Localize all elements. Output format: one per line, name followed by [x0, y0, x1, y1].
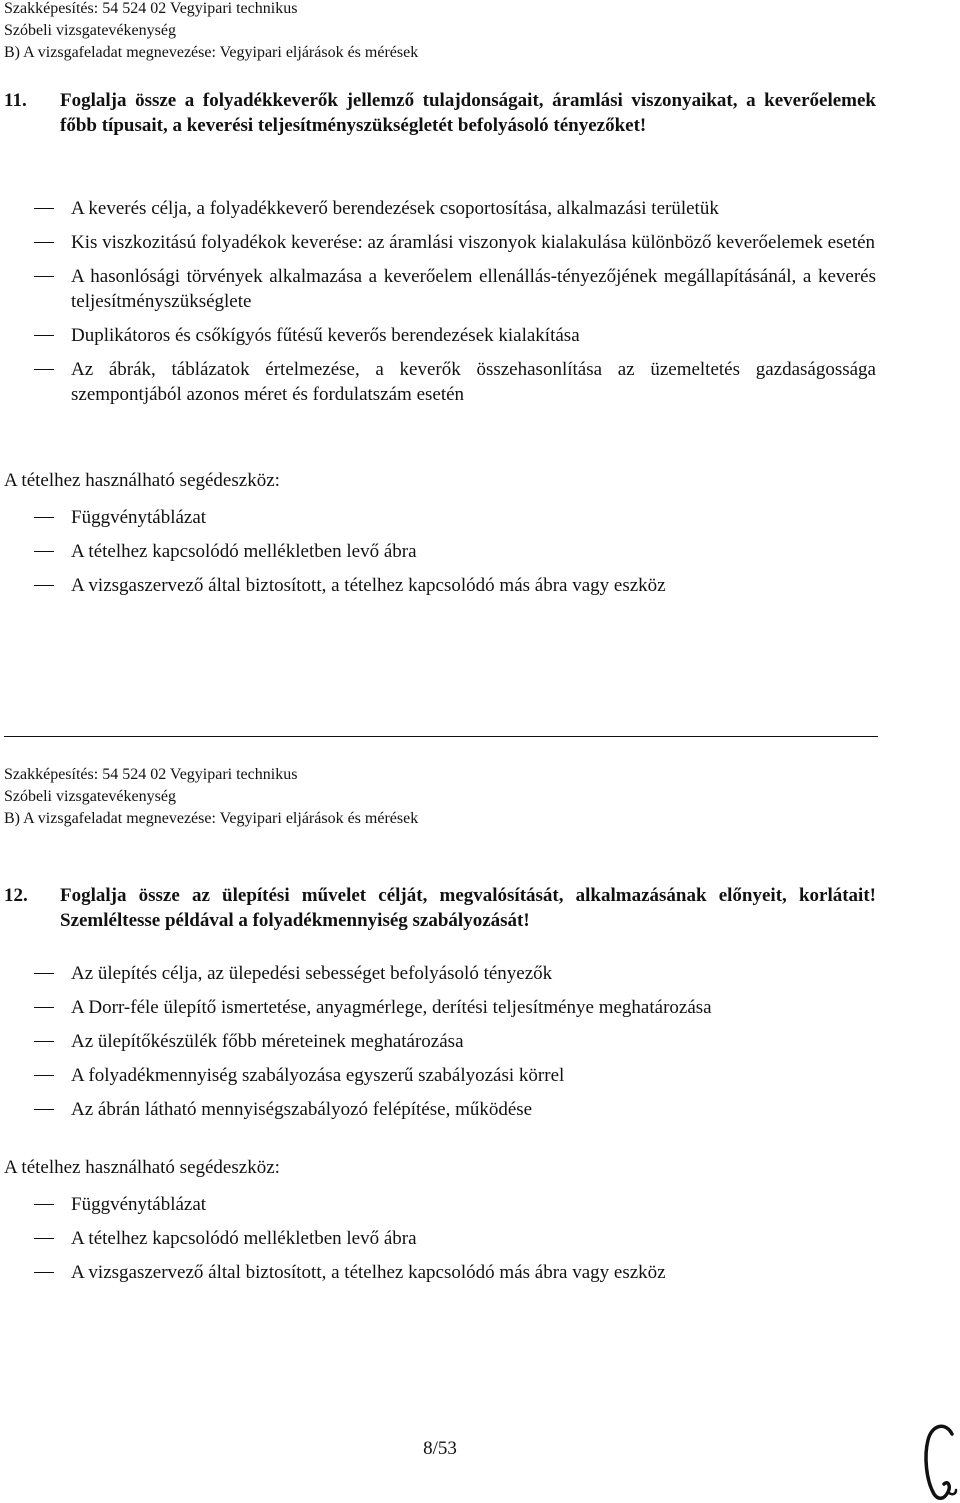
page-number: 8/53: [423, 1438, 457, 1459]
page-divider: [4, 736, 878, 737]
list-item: Az ábrák, táblázatok értelmezése, a keverők összehasonlítása az üzemeltetés gazdaságossága szempontjából azonos méret és fordulatszám esetén: [34, 357, 876, 407]
list-item: Az ülepítés célja, az ülepedési sebességet befolyásoló tényezők: [34, 961, 876, 986]
question-text: Foglalja össze a folyadékkeverők jellemző tulajdonságait, áramlási viszonyaikat, a keverőelemek főbb típusait, a keverési teljesítményszükségletét befolyásoló tényezőket!: [60, 90, 876, 136]
header-qualification: Szakképesítés: 54 524 02 Vegyipari technikus: [4, 766, 298, 783]
list-item: Az ülepítőkészülék főbb méreteinek meghatározása: [34, 1029, 876, 1054]
dash-bullet-icon: [34, 973, 54, 974]
page-header-bottom: [4, 764, 418, 830]
list-item: A tételhez kapcsolódó mellékletben levő ábra: [34, 1226, 876, 1251]
curl-logo-icon: [918, 1420, 958, 1502]
list-item: Függvénytáblázat: [34, 505, 876, 530]
list-item: A hasonlósági törvények alkalmazása a keverőelem ellenállás-tényezőjének megállapításánál, a keverés teljesítményszükséglete: [34, 264, 876, 314]
question-12-topics: [34, 961, 876, 1131]
question-11-topics: [34, 196, 876, 416]
list-item: Duplikátoros és csőkígyós fűtésű keverős berendezések kialakítása: [34, 323, 876, 348]
question-number: 12.: [4, 885, 28, 906]
question-number: 11.: [4, 90, 27, 111]
list-item: A tételhez kapcsolódó mellékletben levő ábra: [34, 539, 876, 564]
list-item: A vizsgaszervező által biztosított, a tételhez kapcsolódó más ábra vagy eszköz: [34, 573, 876, 598]
tools-label: A tételhez használható segédeszköz:: [4, 1157, 280, 1178]
dash-bullet-icon: [34, 1204, 54, 1205]
list-item: Függvénytáblázat: [34, 1192, 876, 1217]
dash-bullet-icon: [34, 1075, 54, 1076]
question-12: [4, 883, 876, 933]
header-activity: Szóbeli vizsgatevékenység: [4, 788, 176, 805]
dash-bullet-icon: [34, 1272, 54, 1273]
dash-bullet-icon: [34, 335, 54, 336]
list-item: Az ábrán látható mennyiségszabályozó felépítése, működése: [34, 1097, 876, 1122]
header-task-name: B) A vizsgafeladat megnevezése: Vegyipari eljárások és mérések: [4, 44, 419, 61]
tools-label: A tételhez használható segédeszköz:: [4, 470, 280, 491]
question-11-tools: [34, 505, 876, 607]
header-task-name: B) A vizsgafeladat megnevezése: Vegyipari eljárások és mérések: [4, 810, 419, 827]
list-item: A keverés célja, a folyadékkeverő berendezések csoportosítása, alkalmazási területük: [34, 196, 876, 221]
question-11: [4, 88, 876, 138]
question-12-tools: [34, 1192, 876, 1294]
page-header-top: [4, 0, 418, 64]
dash-bullet-icon: [34, 242, 54, 243]
list-item: Kis viszkozitású folyadékok keverése: az áramlási viszonyok kialakulása különböző keverőelemek esetén: [34, 230, 876, 255]
dash-bullet-icon: [34, 1007, 54, 1008]
list-item: A vizsgaszervező által biztosított, a tételhez kapcsolódó más ábra vagy eszköz: [34, 1260, 876, 1285]
question-text: Foglalja össze az ülepítési művelet célját, megvalósítását, alkalmazásának előnyeit, korlátait! Szemléltesse példával a folyadékmennyiség szabályozását!: [60, 885, 876, 931]
dash-bullet-icon: [34, 1238, 54, 1239]
header-qualification: Szakképesítés: 54 524 02 Vegyipari technikus: [4, 0, 298, 17]
dash-bullet-icon: [34, 1109, 54, 1110]
dash-bullet-icon: [34, 276, 54, 277]
dash-bullet-icon: [34, 208, 54, 209]
dash-bullet-icon: [34, 551, 54, 552]
header-activity: Szóbeli vizsgatevékenység: [4, 22, 176, 39]
list-item: A Dorr-féle ülepítő ismertetése, anyagmérlege, derítési teljesítménye meghatározása: [34, 995, 876, 1020]
dash-bullet-icon: [34, 585, 54, 586]
dash-bullet-icon: [34, 517, 54, 518]
dash-bullet-icon: [34, 1041, 54, 1042]
list-item: A folyadékmennyiség szabályozása egyszerű szabályozási körrel: [34, 1063, 876, 1088]
dash-bullet-icon: [34, 369, 54, 370]
